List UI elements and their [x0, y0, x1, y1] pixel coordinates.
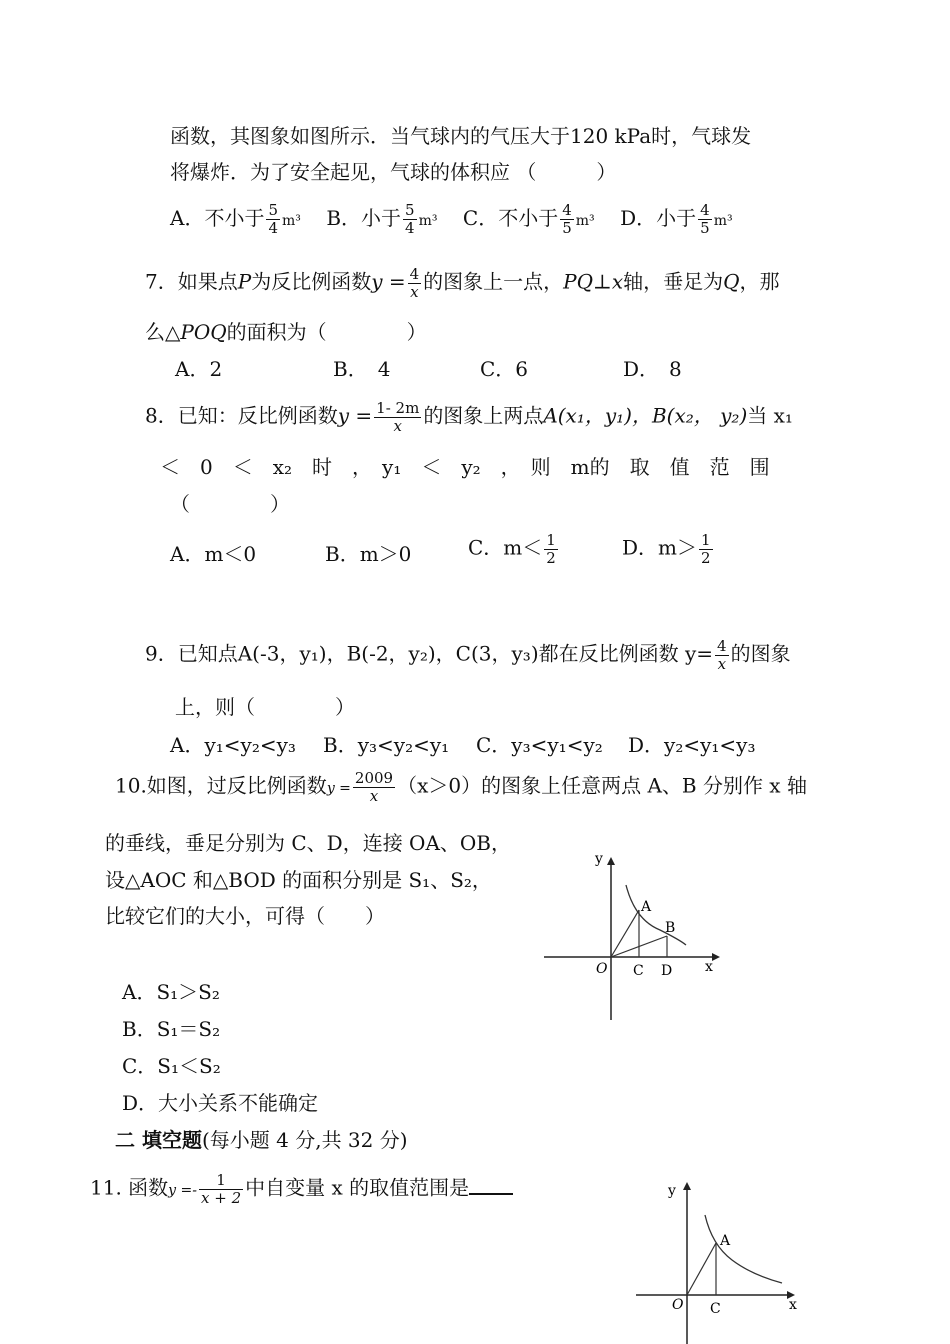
q10-label-a: A [641, 899, 652, 915]
q10-segment-oa [611, 910, 639, 957]
q6-line1: 函数，其图象如图所示．当气球内的气压大于120 kPa时，气球发 [170, 124, 752, 148]
q8-line3: （ ） [170, 492, 290, 516]
q10-y-arrow [607, 857, 615, 865]
q10-line4: 比较它们的大小，可得（ ） [105, 904, 385, 928]
q10-line2: 的垂线，垂足分别为 C、D，连接 OA、OB， [105, 831, 511, 855]
q11-segment-oa [687, 1243, 716, 1295]
q9-option-c: C．y₃<y₁<y₂ [476, 733, 603, 757]
q6-option-c: C．不小于 $\frac{4}{5}$ m³ [462, 201, 595, 237]
q10-label-x: x [705, 959, 713, 975]
q8-option-c: C．m＜ $\frac{1}{2}$ [468, 531, 556, 567]
q7-option-c: C．6 [480, 357, 529, 381]
q10-graph-figure [540, 845, 725, 1025]
q11-label-y: y [668, 1183, 676, 1199]
q8-option-a: A．m＜0 [170, 542, 257, 566]
q8-stem: 8．已知：反比例函数y = $\frac{1- 2m}{x}$ 的图象上两点A(x₁，y₁)，B(x₂， y₂)当 x₁ [145, 399, 793, 435]
q8-option-b: B．m＞0 [325, 542, 412, 566]
q6-line2: 将爆炸．为了安全起见，气球的体积应 （ ） [170, 160, 617, 184]
q10-option-a: A．S₁＞S₂ [122, 980, 220, 1004]
q9-line2: 上，则（ ） [175, 695, 355, 719]
q9-stem: 9．已知点A(-3，y₁)，B(-2，y₂)，C(3，y₃)都在反比例函数 y= $\frac{4}{x}$ 的图象 [145, 637, 791, 673]
q10-label-d: D [661, 963, 673, 979]
q9-option-b: B．y₃<y₂<y₁ [323, 733, 450, 757]
q11-label-a: A [720, 1233, 731, 1249]
q10-label-c: C [633, 963, 644, 979]
q11-graph-figure [632, 1175, 807, 1344]
q10-x-arrow [712, 953, 720, 961]
q7-option-d: D． 8 [623, 357, 682, 381]
q11-label-c: C [710, 1301, 721, 1317]
q11-stem: 11. 函数y =- $\frac{1}{x + 2}$ 中自变量 x 的取值范围是 [90, 1172, 513, 1206]
q10-stem: 10.如图，过反比例函数y = $\frac{2009}{x}$ （x＞0）的图象上任意两点 A、B 分别作 x 轴 [115, 769, 807, 805]
q10-option-b: B．S₁＝S₂ [122, 1017, 221, 1041]
q7-option-a: A．2 [175, 357, 223, 381]
q9-option-d: D．y₂<y₁<y₃ [628, 733, 756, 757]
q10-label-o: O [596, 961, 608, 977]
q7-line2: 么△POQ的面积为（ ） [145, 320, 427, 344]
q11-label-o: O [672, 1297, 684, 1313]
q7-stem: 7．如果点P为反比例函数y = $\frac{4}{x}$ 的图象上一点，PQ⊥x轴，垂足为Q，那 [145, 265, 780, 301]
q10-label-b: B [665, 920, 676, 936]
section2-heading: 二 填空题(每小题 4 分,共 32 分) [115, 1128, 408, 1152]
q6-options [170, 202, 733, 236]
q6-option-d: D．小于 $\frac{4}{5}$ m³ [620, 201, 733, 237]
q11-answer-blank [469, 1175, 513, 1195]
q8-line2: ＜ 0 ＜ x₂ 时 ， y₁ ＜ y₂ ， 则 m的 取 值 范 围 [160, 455, 770, 479]
q11-label-x: x [789, 1297, 797, 1313]
q11-y-arrow [683, 1182, 691, 1190]
q10-option-c: C．S₁＜S₂ [122, 1054, 221, 1078]
q7-option-b: B． 4 [333, 357, 391, 381]
q10-curve [626, 885, 686, 945]
q9-option-a: A．y₁<y₂<y₃ [170, 733, 296, 757]
q6-option-a: A．不小于 $\frac{5}{4}$ m³ [170, 201, 301, 237]
q8-option-d: D．m＞ $\frac{1}{2}$ [622, 531, 711, 567]
q10-label-y: y [595, 851, 603, 867]
q6-option-b: B．小于 $\frac{5}{4}$ m³ [326, 201, 438, 237]
q10-line3: 设△AOC 和△BOD 的面积分别是 S₁、S₂， [105, 868, 492, 892]
q10-option-d: D．大小关系不能确定 [122, 1091, 319, 1115]
